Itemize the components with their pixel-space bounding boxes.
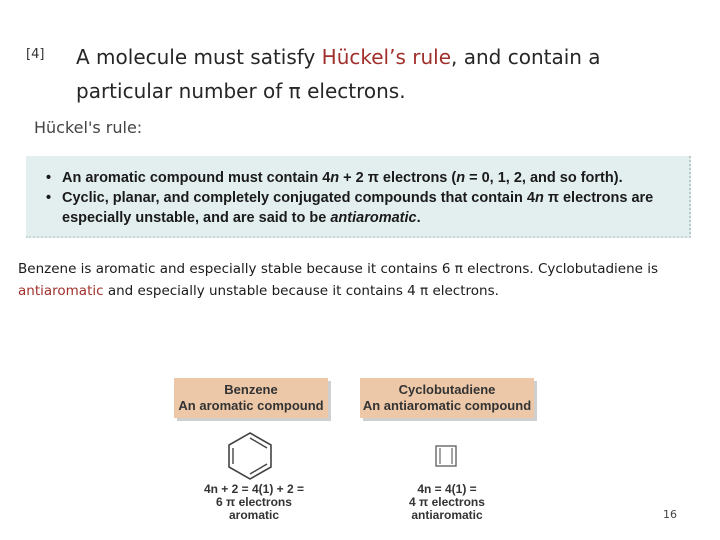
cyclobutadiene-electrons: 4 π electrons [409, 495, 485, 509]
cyclobutadiene-verdict: antiaromatic [411, 508, 483, 522]
antiaromatic-highlight: antiaromatic [18, 283, 104, 299]
benzene-title: Benzene [224, 382, 278, 397]
hueckel-rule-label: Hückel's rule: [34, 118, 143, 137]
slide-heading [76, 40, 696, 108]
benzene-label-box [174, 378, 328, 418]
benzene-formula: 4n + 2 = 4(1) + 2 = [203, 482, 305, 496]
benzene-subtitle: An aromatic compound [178, 398, 324, 413]
cyclobutadiene-caption [382, 483, 512, 522]
rule-list [26, 156, 689, 228]
explanation-paragraph: Benzene is aromatic and especially stable because it contains 6 π electrons. Cyclobutadiene is antiaromatic and especially unstable because it contains 4 π electrons. [18, 261, 659, 299]
benzene-verdict: aromatic [228, 508, 280, 522]
hueckel-rule-box [26, 156, 691, 238]
heading-text-1: A molecule must satisfy [76, 45, 322, 69]
rule-bullet-aromatic: • An aromatic compound must contain 4n + 2 π electrons (n = 0, 1, 2, and so forth). [62, 168, 689, 188]
cyclobutadiene-label-box [360, 378, 534, 418]
benzene-electrons: 6 π electrons [216, 495, 292, 509]
benzene-structure-icon [222, 430, 278, 480]
rule-bullet-antiaromatic: • Cyclic, planar, and completely conjugated compounds that contain 4n π electrons are especially unstable, and are said to be antiaromatic. [62, 188, 689, 228]
benzene-caption [184, 483, 324, 522]
cyclobutadiene-title: Cyclobutadiene [398, 382, 496, 397]
heading-text-2: , and contain a particular number of π electrons. [76, 45, 601, 103]
cyclobutadiene-formula: 4n = 4(1) = [417, 482, 477, 496]
page-number: 16 [663, 508, 677, 521]
cyclobutadiene-subtitle: An antiaromatic compound [362, 398, 532, 413]
heading-highlight: Hückel’s rule [321, 45, 452, 69]
slide-item-number: [4] [26, 47, 45, 62]
cyclobutadiene-structure-icon [434, 444, 460, 470]
